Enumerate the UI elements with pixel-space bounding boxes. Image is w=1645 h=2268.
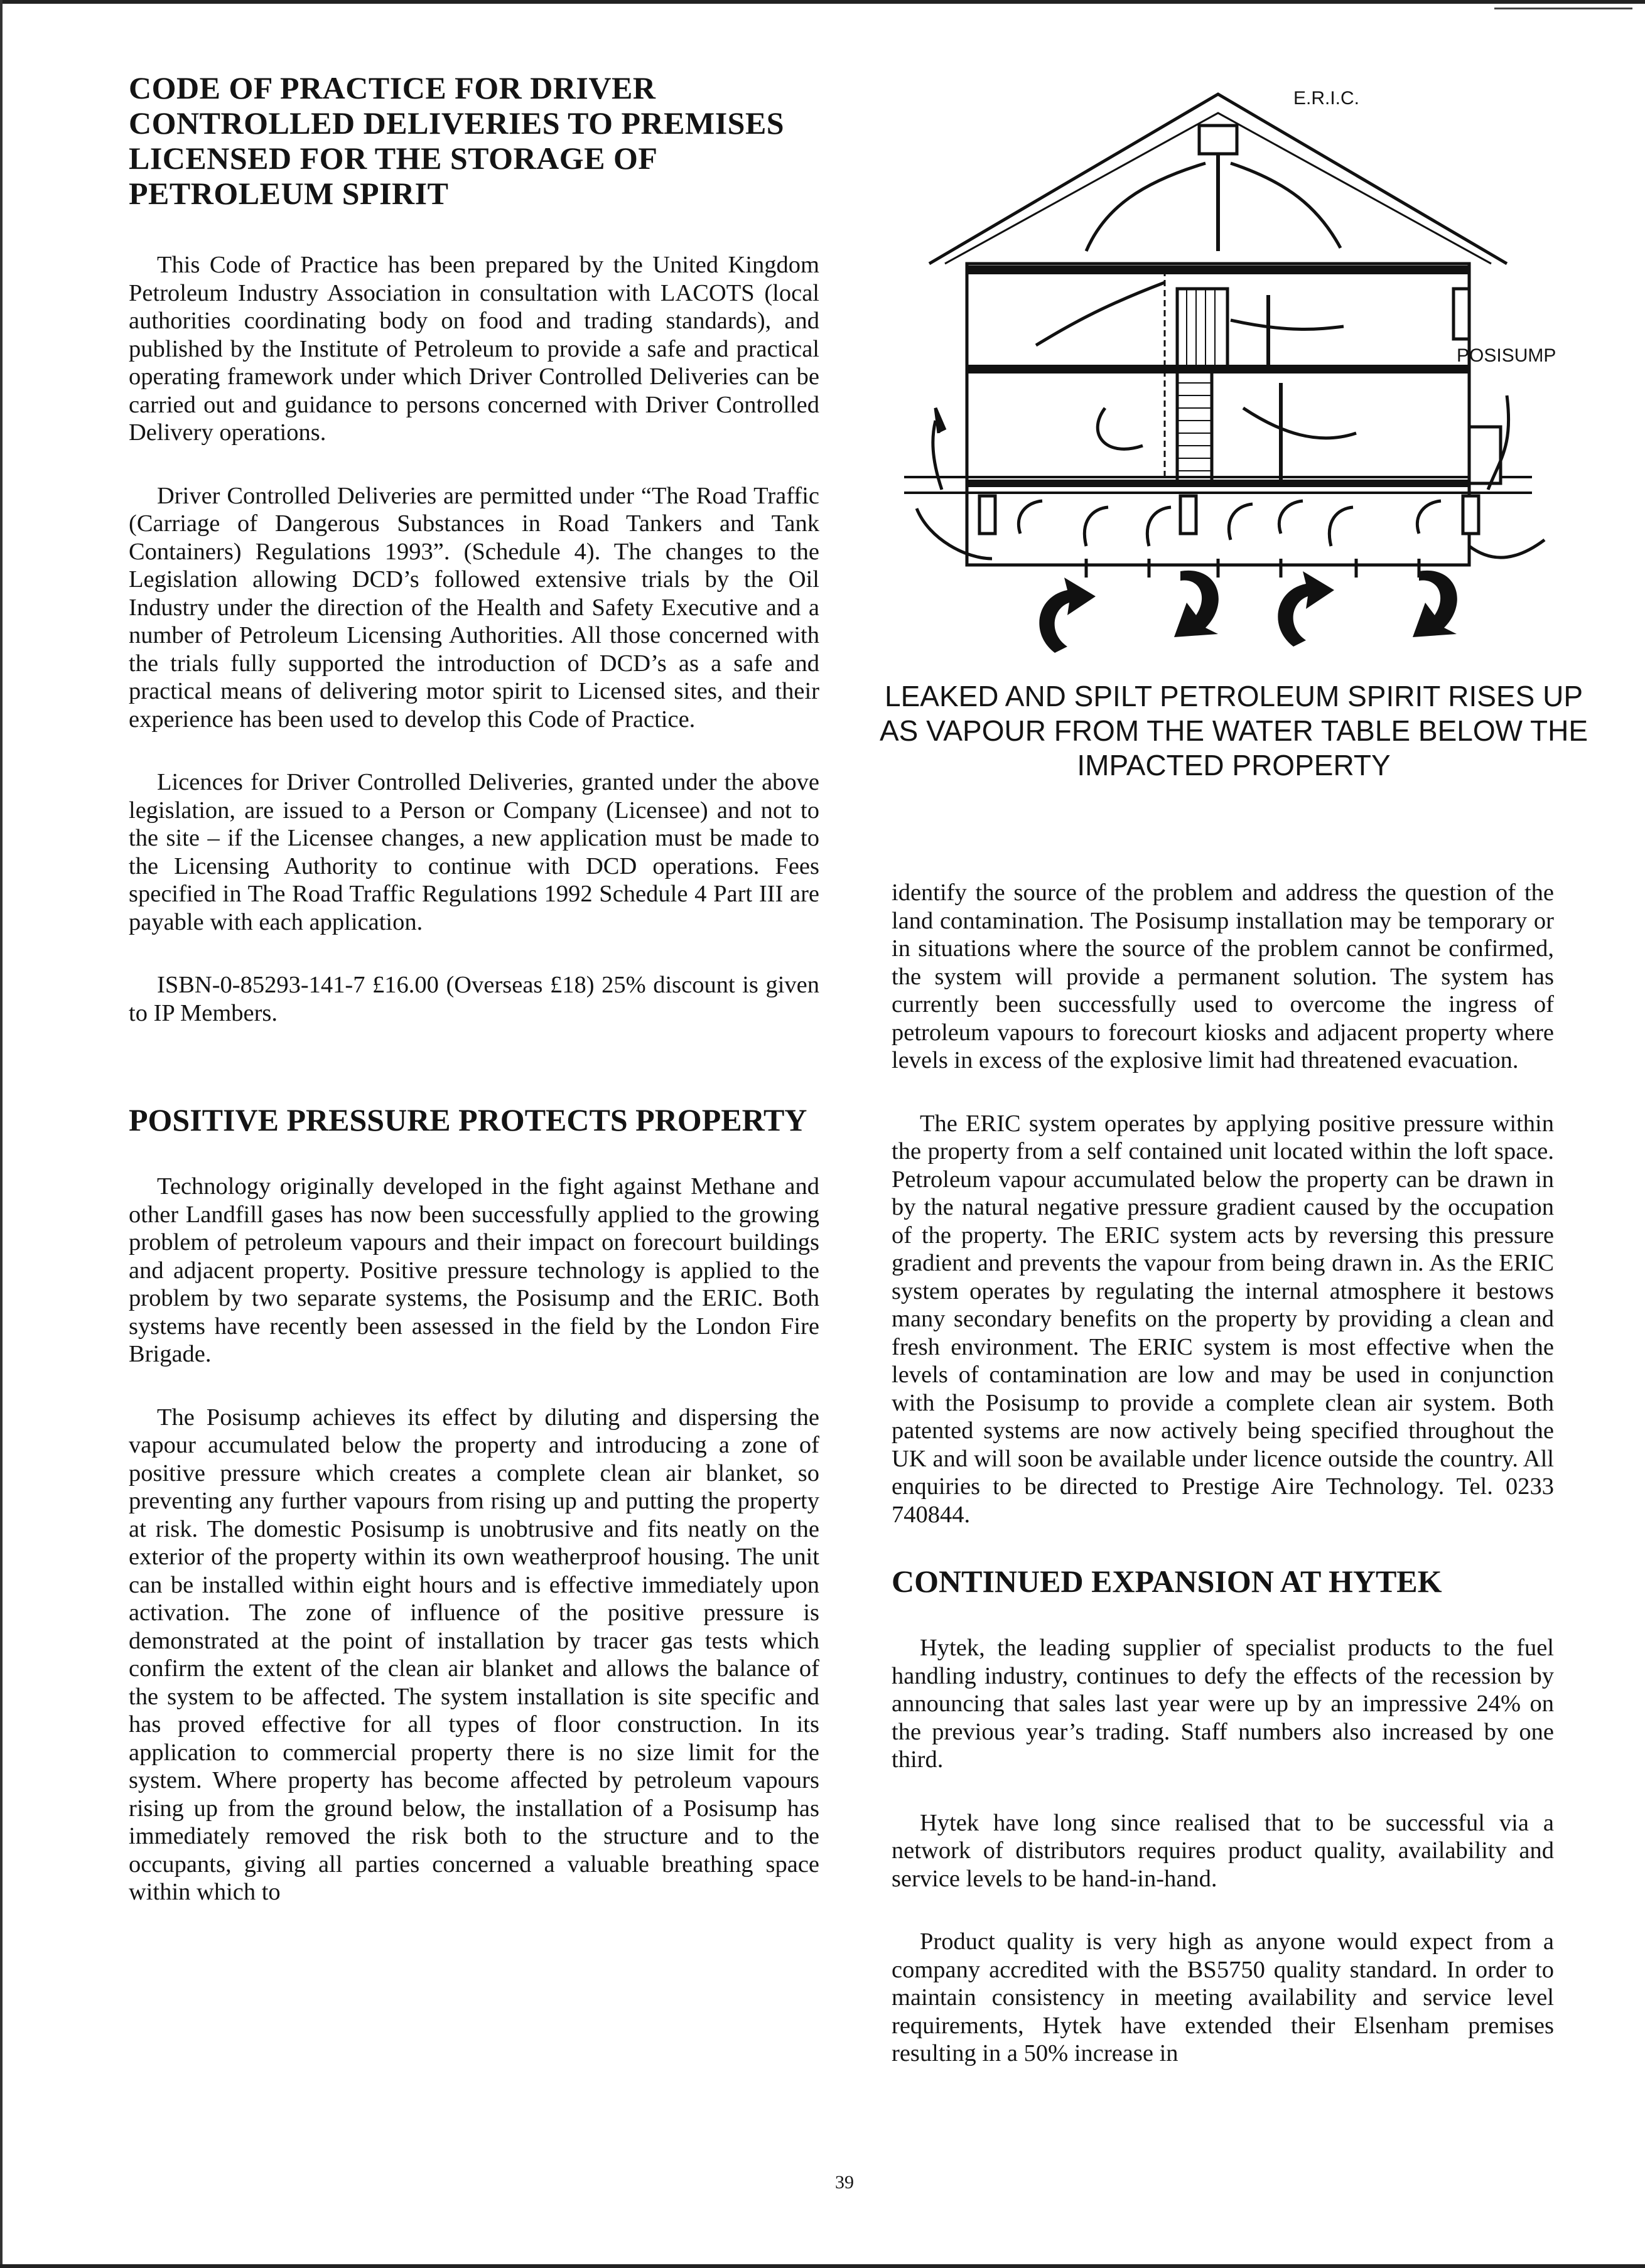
paragraph: identify the source of the problem and address the question of the land contamination. The Posisump installation may be temporary or in situations where the source of the problem cannot be confirmed, the system will provide a permanent solution. The system has currently been successfully used to overcome the ingress of petroleum vapours to forecourt kiosks and adjacent property where levels in excess of the explosive limit had threatened evacuation. bbox=[892, 879, 1554, 1073]
paragraph: Product quality is very high as anyone would expect from a company accredited with the BS5750 quality standard. In order to maintain consistency in meeting availability and service level requirements, Hytek have extended their Elsenham premises resulting in a 50% increase in bbox=[892, 1928, 1554, 2066]
left-column bbox=[129, 70, 819, 1942]
left-border bbox=[0, 0, 3, 2268]
top-border-accent bbox=[1494, 8, 1632, 9]
posisump-label: POSISUMP bbox=[1457, 345, 1556, 366]
positive-pressure-title: POSITIVE PRESSURE PROTECTS PROPERTY bbox=[129, 1102, 807, 1137]
paragraph: Hytek, the leading supplier of specialist products to the fuel handling industry, continues to defy the effects of the recession by announcing that sales last year were up by an impressive 24% on the previous year’s trading. Staff numbers also increased by one third. bbox=[892, 1635, 1554, 1773]
eric-label: E.R.I.C. bbox=[1293, 88, 1360, 109]
code-of-practice-title: CODE OF PRACTICE FOR DRIVER CONTROLLED DELIVERIES TO PREMISES LICENSED FOR THE STORAGE OF PETROLEUM SPIRIT bbox=[129, 70, 785, 211]
paragraph: Licences for Driver Controlled Deliveries, granted under the above legislation, are issued to a Person or Company (Licensee) and not to the site – if the Licensee changes, a new application must be made to the Licensing Authority to continue with DCD operations. Fees specified in The Road Traffic Regulations 1992 Schedule 4 Part III are payable with each application. bbox=[129, 769, 819, 935]
house-vapour-diagram bbox=[879, 82, 1595, 854]
paragraph: The Posisump achieves its effect by diluting and dispersing the vapour accumulated below the property and introducing a zone of positive pressure which creates a complete clean air blanket, so preventing any further vapours from rising up and putting the property at risk. The domestic Posisump is unobtrusive and fits neatly on the exterior of the property within its own weatherproof housing. The unit can be installed within eight hours and is effective immediately upon activation. The zone of influence of the positive pressure is demonstrated at the point of installation by tracer gas tests which confirm the extent of the clean air blanket and allows the balance of the system to be affected. The system installation is site specific and has proved effective for all types of floor construction. In its application to commercial property there is no size limit for the system. Where property has become affected by petroleum vapours rising up from the ground below, the installation of a Posisump has immediately removed the risk both to the structure and to the occupants, giving all parties concerned a valuable breathing space within which to bbox=[129, 1404, 819, 1905]
house-illustration bbox=[879, 82, 1595, 678]
hytek-title: CONTINUED EXPANSION AT HYTEK bbox=[892, 1564, 1442, 1599]
isbn-price-line: ISBN-0-85293-141-7 £16.00 (Overseas £18) 25% discount is given to IP Members. bbox=[129, 972, 819, 1026]
top-border bbox=[0, 0, 1645, 4]
paragraph: Technology originally developed in the fight against Methane and other Landfill gases has now been successfully applied to the growing problem of petroleum vapours and their impact on forecourt buildings and adjacent property. Positive pressure technology is applied to the problem by two separate systems, the Posisump and the ERIC. Both systems have recently been assessed in the field by the London Fire Brigade. bbox=[129, 1173, 819, 1367]
paragraph: This Code of Practice has been prepared by the United Kingdom Petroleum Industry Association in consultation with LACOTS (local authorities coordinating body on food and trading standards), and published by the Institute of Petroleum to provide a safe and practical operating framework under which Driver Controlled Deliveries can be carried out and guidance to persons concerned with Driver Controlled Delivery operations. bbox=[129, 252, 819, 446]
paragraph: Driver Controlled Deliveries are permitted under “The Road Traffic (Carriage of Dangerous Substances in Road Tankers and Tank Containers) Regulations 1993”. (Schedule 4). The changes to the Legislation allowing DCD’s followed extensive trials by the Oil Industry under the direction of the Health and Safety Executive and a number of Petroleum Licensing Authorities. All those concerned with the trials fully supported the introduction of DCD’s as a safe and practical means of delivering motor spirit to Licensed sites, and their experience has been used to develop this Code of Practice. bbox=[129, 482, 819, 733]
figure-caption: LEAKED AND SPILT PETROLEUM SPIRIT RISES UP AS VAPOUR FROM THE WATER TABLE BELOW THE IMPACTED PROPERTY bbox=[879, 680, 1588, 782]
paragraph: The ERIC system operates by applying positive pressure within the property from a self contained unit located within the loft space. Petroleum vapour accumulated below the property can be drawn in by the natural negative pressure gradient caused by the occupation of the property. The ERIC system acts by reversing this pressure gradient and prevents the vapour from being drawn in. As the ERIC system operates by regulating the internal atmosphere it bestows many secondary benefits on the property by providing a clean and fresh environment. The ERIC system is most effective when the levels of contamination are low and may be used in conjunction with the Posisump to provide a complete clean air system. Both patented systems are now actively being specified throughout the UK and will soon be available under licence outside the country. All enquiries to be directed to Prestige Aire Technology. Tel. 0233 740844. bbox=[892, 1110, 1554, 1528]
bottom-border bbox=[0, 2264, 1645, 2268]
right-column bbox=[892, 879, 1554, 2103]
paragraph: Hytek have long since realised that to be successful via a network of distributors requires product quality, availability and service levels to be hand-in-hand. bbox=[892, 1809, 1554, 1892]
page-number: 39 bbox=[835, 2172, 854, 2193]
